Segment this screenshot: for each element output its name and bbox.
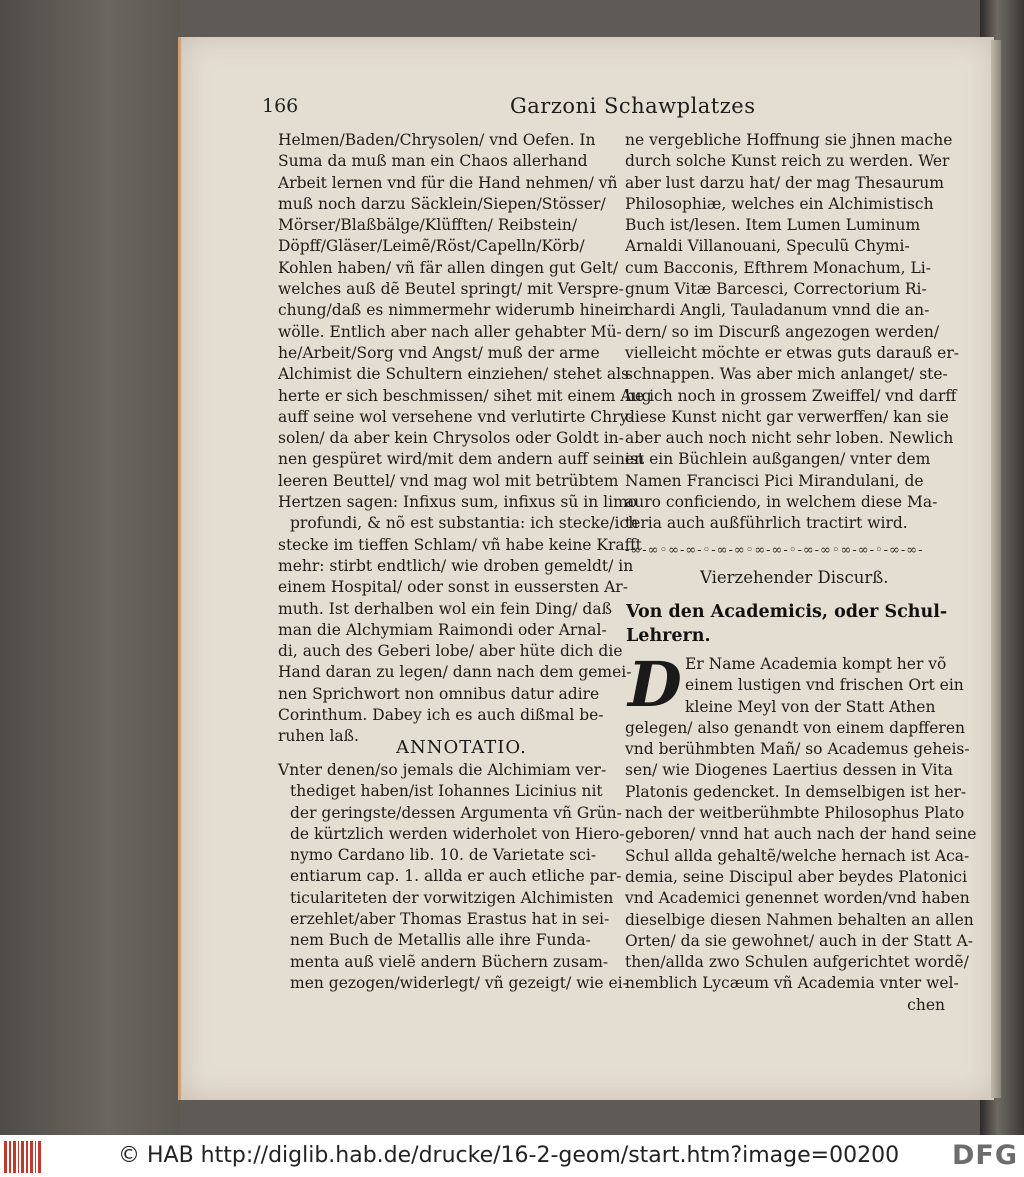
text-line: Namen Francisci Pici Mirandulani, de (625, 471, 924, 490)
page-number: 166 (262, 95, 299, 117)
text-line: ruhen laß. (278, 727, 359, 746)
text-line: Kohlen haben/ vñ fär allen dingen gut Gelt/ (278, 258, 619, 277)
text-line: then/allda zwo Schulen aufgerichtet wordẽ/ (625, 953, 969, 972)
text-line: auff seine wol versehene vnd verlutirte Chry- (278, 407, 634, 426)
text-line: Hertzen sagen: Infixus sum, infixus sũ in limo (278, 493, 638, 512)
left-column (278, 130, 652, 748)
text-line: aber lust darzu hat/ der mag Thesaurum (625, 173, 944, 192)
text-line: di, auch des Geberi lobe/ aber hüte dich die (278, 642, 623, 661)
text-line: vielleicht möchte er etwas guts darauß er- (625, 343, 959, 362)
text-line: mehr: stirbt endtlich/ wie droben gemeldt/ in (278, 556, 634, 575)
annotatio-text (278, 760, 628, 994)
text-line: nemblich Lycæum vñ Academia vnter wel- (625, 974, 959, 993)
drop-capital: D (628, 648, 682, 721)
text-line: vnd Academici genennet worden/vnd haben (625, 889, 970, 908)
right-column-top (625, 130, 959, 535)
text-line: ticulariteten der vorwitzigen Alchimisten (290, 888, 614, 907)
barcode-logo (4, 1141, 46, 1173)
text-line: Vnter denen/so jemals die Alchimiam ver- (278, 761, 607, 779)
text-line: wölle. Entlich aber nach aller gehabter Mü- (278, 322, 622, 341)
text-line: Arbeit lernen vnd für die Hand nehmen/ vñ (278, 173, 618, 192)
text-line: gnum Vitæ Barcesci, Correctorium Ri- (625, 280, 927, 299)
text-line: erzehlet/aber Thomas Erastus hat in sei- (290, 910, 610, 929)
text-line: welches auß dẽ Beutel springt/ mit Verspre- (278, 280, 624, 299)
text-line: entiarum cap. 1. allda er auch etliche par- (290, 867, 622, 886)
text-line: leeren Beuttel/ vnd mag wol mit betrübtem (278, 471, 619, 490)
text-line: der geringste/dessen Argumenta vñ Grün- (290, 803, 622, 822)
text-line: Buch ist/lesen. Item Lumen Luminum (625, 216, 921, 235)
text-line: muth. Ist derhalben wol ein fein Ding/ daß (278, 599, 612, 618)
text-line: herte er sich beschmissen/ sihet mit einem Aug (278, 386, 652, 405)
text-line: chardi Angli, Tauladanum vnnd die an- (625, 301, 930, 320)
text-line: solen/ da aber kein Chrysolos oder Goldt in- (278, 429, 624, 448)
text-line: vnd berühmbten Mañ/ so Academus geheis- (625, 740, 970, 759)
text-line: thediget haben/ist Iohannes Licinius nit (290, 782, 603, 801)
annotatio-heading: ANNOTATIO. (396, 737, 527, 758)
text-line: Suma da muß man ein Chaos allerhand (278, 152, 588, 171)
text-line: durch solche Kunst reich zu werden. Wer (625, 152, 950, 171)
text-line: dern/ so im Discurß angezogen werden/ (625, 322, 940, 341)
text-line: nem Buch de Metallis alle ihre Funda- (290, 931, 591, 950)
text-line: Platonis gedencket. In demselbigen ist her- (625, 782, 967, 801)
text-line: einem Hospital/ oder sonst in eussersten Ar- (278, 578, 628, 597)
text-line: Hand daran zu legen/ dann nach dem gemei- (278, 663, 632, 682)
text-line: Mörser/Blaßbälge/Klüfften/ Reibstein/ (278, 216, 578, 235)
text-line: Döpff/Gläser/Leimẽ/Röst/Capelln/Körb/ (278, 237, 585, 256)
text-line: men gezogen/widerlegt/ vñ gezeigt/ wie ei- (290, 973, 628, 992)
dfg-logo: DFG (951, 1140, 1018, 1171)
text-line: gelegen/ also genandt von einem dapfferen (625, 718, 965, 737)
text-line: diese Kunst nicht gar verwerffen/ kan sie (625, 407, 949, 426)
text-line: Orten/ da sie gewohnet/ auch in der Statt A- (625, 931, 973, 950)
right-column-body (625, 648, 977, 1016)
chapter-title: Von den Academicis, oder Schul-Lehrern. (626, 602, 948, 646)
text-line: Philosophiæ, welches ein Alchimistisch (625, 194, 934, 213)
text-line: dieselbige diesen Nahmen behalten an allen (625, 910, 974, 929)
text-line: he ich noch in grossem Zweiffel/ vnd darff (625, 386, 957, 405)
text-line: nach der weitberühmbte Philosophus Plato (625, 804, 965, 823)
text-line: stecke im tieffen Schlam/ vñ habe keine Krafft (278, 535, 642, 554)
text-line: sen/ wie Diogenes Laertius dessen in Vita (625, 761, 953, 780)
text-line: man die Alchymiam Raimondi oder Arnal- (278, 620, 607, 639)
text-line: teria auch außführlich tractirt wird. (625, 514, 908, 533)
text-line: geboren/ vnnd hat auch nach der hand seine (625, 825, 977, 844)
section-title: Vierzehender Discurß. (700, 568, 889, 587)
text-line: Er Name Academia kompt her võ (685, 655, 947, 673)
text-line: cum Bacconis, Efthrem Monachum, Li- (625, 258, 931, 277)
copyright-url[interactable]: © HAB http://diglib.hab.de/drucke/16-2-geom/start.htm?image=00200 (118, 1143, 900, 1168)
scan-background-left (0, 0, 180, 1135)
text-line: nen Sprichwort non omnibus datur adire (278, 684, 600, 703)
catchword: chen (907, 995, 945, 1014)
text-line: nen gespüret wird/mit dem andern auff seinen (278, 450, 645, 469)
page-edge (991, 40, 1001, 1098)
text-line: Helmen/Baden/Chrysolen/ vnd Oefen. In (278, 131, 596, 149)
text-line: ne vergebliche Hoffnung sie jhnen mache (625, 131, 953, 149)
text-line: demia, seine Discipul aber beydes Platonici (625, 867, 968, 886)
text-line: Arnaldi Villanouani, Speculũ Chymi- (625, 237, 910, 256)
text-line: einem lustigen vnd frischen Ort ein (685, 676, 964, 695)
text-line: chung/daß es nimmermehr widerumb hinein (278, 301, 629, 320)
text-line: profundi, & nõ est substantia: ich stecke/ich (290, 514, 639, 533)
text-line: Corinthum. Dabey ich es auch dißmal be- (278, 706, 604, 725)
text-line: auro conficiendo, in welchem diese Ma- (625, 493, 938, 512)
ornament-divider: -∞-∞◦∞-∞-◦-∞-∞◦∞-∞-◦-∞-∞◦∞-∞-◦-∞-∞- (625, 543, 924, 558)
text-line: Schul allda gehaltẽ/welche hernach ist Aca- (625, 846, 970, 865)
text-line: de kürtzlich werden widerholet von Hiero- (290, 824, 625, 843)
text-line: schnappen. Was aber mich anlanget/ ste- (625, 365, 948, 384)
running-head: Garzoni Schawplatzes (510, 94, 756, 118)
text-line: Alchimist die Schultern einziehen/ stehet als (278, 365, 629, 384)
text-line: menta auß vielẽ andern Büchern zusam- (290, 952, 609, 971)
text-line: aber auch noch nicht sehr loben. Newlich (625, 429, 954, 448)
text-line: ist ein Büchlein außgangen/ vnter dem (625, 450, 931, 469)
text-line: nymo Cardano lib. 10. de Varietate sci- (290, 846, 597, 865)
text-line: he/Arbeit/Sorg vnd Angst/ muß der arme (278, 343, 600, 362)
text-line: muß noch darzu Säcklein/Siepen/Stösser/ (278, 194, 606, 213)
text-line: kleine Meyl von der Statt Athen (685, 697, 936, 716)
